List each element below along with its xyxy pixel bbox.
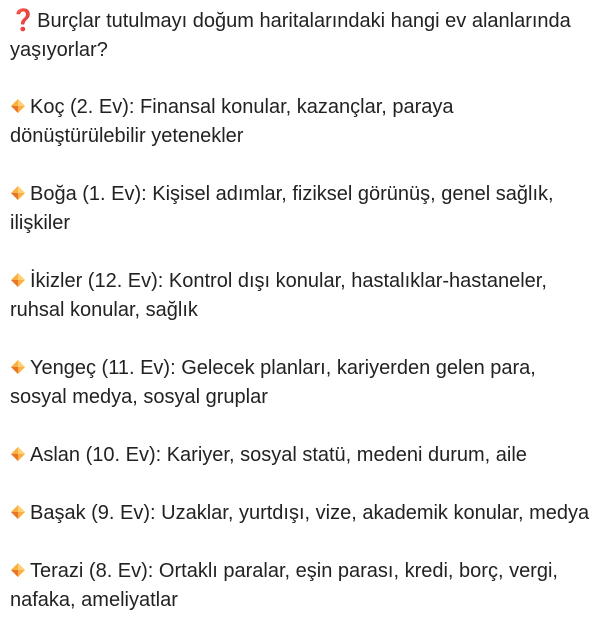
- list-item: [10, 557, 590, 615]
- item-text: Boğa (1. Ev): Kişisel adımlar, fiziksel görünüş, genel sağlık, ilişkiler: [10, 183, 554, 234]
- item-text: Koç (2. Ev): Finansal konular, kazançlar, paraya dönüştürülebilir yetenekler: [10, 96, 454, 147]
- orange-diamond-icon: [10, 359, 26, 375]
- list-item: [10, 93, 590, 151]
- question-paragraph: [10, 6, 590, 65]
- orange-diamond-icon: [10, 446, 26, 462]
- orange-diamond-icon: [10, 98, 26, 114]
- list-item: [10, 441, 590, 470]
- question-text: Burçlar tutulmayı doğum haritalarındaki hangi ev alanlarında yaşıyorlar?: [10, 10, 571, 61]
- item-text: Yengeç (11. Ev): Gelecek planları, kariyerden gelen para, sosyal medya, sosyal gruplar: [10, 357, 536, 408]
- orange-diamond-icon: [10, 272, 26, 288]
- orange-diamond-icon: [10, 504, 26, 520]
- list-item: [10, 354, 590, 412]
- list-item: [10, 267, 590, 325]
- list-item: [10, 499, 590, 528]
- red-question-mark-icon: ❓: [10, 9, 37, 32]
- list-item: [10, 180, 590, 238]
- item-text: Aslan (10. Ev): Kariyer, sosyal statü, medeni durum, aile: [30, 444, 527, 466]
- orange-diamond-icon: [10, 562, 26, 578]
- orange-diamond-icon: [10, 185, 26, 201]
- item-text: Başak (9. Ev): Uzaklar, yurtdışı, vize, akademik konular, medya: [30, 502, 590, 524]
- item-text: İkizler (12. Ev): Kontrol dışı konular, hastalıklar-hastaneler, ruhsal konular, sağlık: [10, 270, 547, 321]
- item-text: Terazi (8. Ev): Ortaklı paralar, eşin parası, kredi, borç, vergi, nafaka, ameliyatlar: [10, 560, 558, 611]
